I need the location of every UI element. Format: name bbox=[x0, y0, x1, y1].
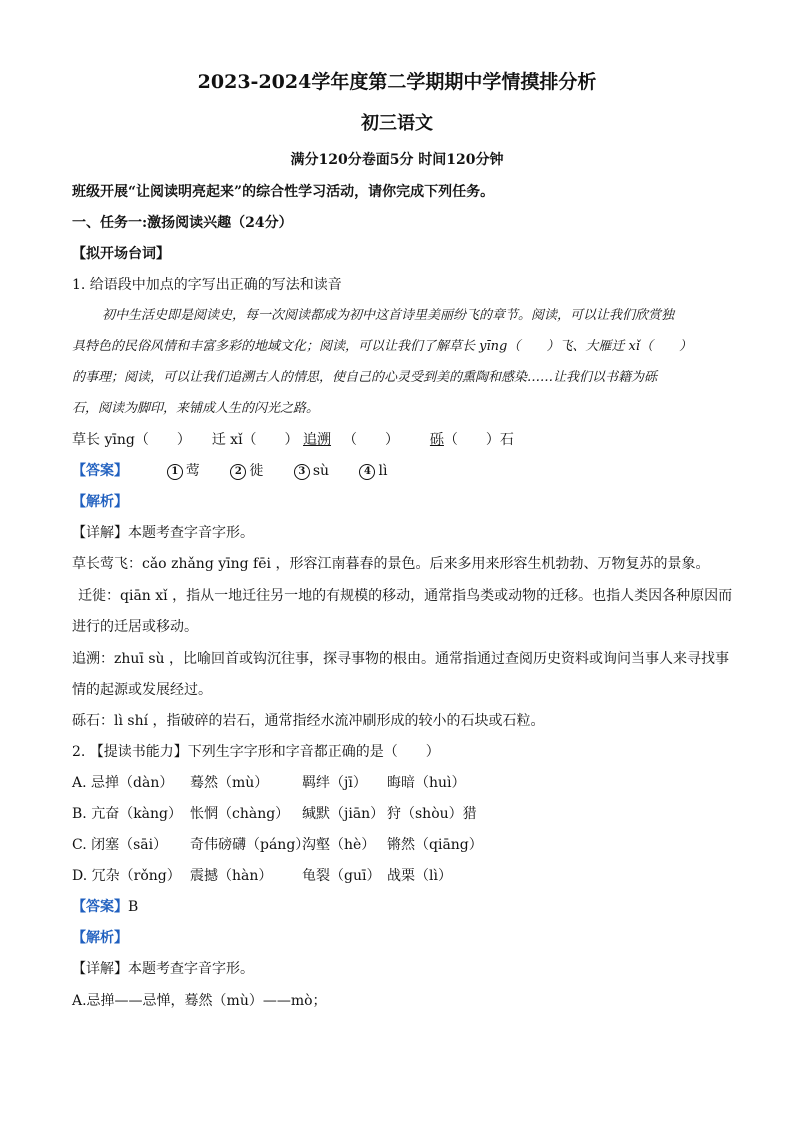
score-info: 满分120分卷面5分 时间120分钟 bbox=[290, 152, 504, 168]
answer-tag: 【答案】 bbox=[72, 463, 128, 479]
analysis-tag: 【解析】 bbox=[72, 494, 128, 510]
subject-title: 初三语文 bbox=[361, 113, 433, 134]
document-title: 2023-2024学年度第二学期期中学情摸排分析 bbox=[197, 71, 597, 93]
blank-2: 迁 xǐ（ ） bbox=[211, 432, 299, 448]
answer-tag: 【答案】 bbox=[72, 899, 128, 915]
explanation-line: 砾石：lì shí ，指破碎的岩石，通常指经水流冲刷形成的较小的石块或石粒。 bbox=[72, 713, 545, 729]
detail-line: 【详解】本题考查字音字形。 bbox=[72, 525, 254, 541]
intro-text: 班级开展“让阅读明亮起来”的综合性学习活动，请你完成下列任务。 bbox=[72, 184, 495, 200]
q2-answer-row bbox=[72, 898, 138, 916]
passage-line: 石，阅读为脚印，来铺成人生的闪光之路。 bbox=[72, 401, 320, 416]
blank-4-word: 砾 bbox=[429, 432, 444, 448]
analysis-tag: 【解析】 bbox=[72, 930, 128, 946]
option-row: A. 忌掸（dàn） 蓦然（mù） 羁绊（jī） 晦暗（huì） bbox=[72, 775, 466, 791]
answer-item: 2 徙 bbox=[230, 462, 263, 480]
section-heading: 一、任务一:激扬阅读兴趣（24分） bbox=[72, 215, 293, 231]
option-row: B. 亢奋（kàng） 怅惘（chàng） 缄默（jiān） 狩（shòu）猎 bbox=[72, 806, 477, 822]
q1-blanks bbox=[72, 431, 514, 449]
blank-3: （ ） bbox=[343, 432, 400, 448]
blank-3-word: 追溯 bbox=[303, 432, 332, 448]
passage-line: 的事理；阅读，可以让我们追溯古人的情思，使自己的心灵受到美的熏陶和感染……让我们以书籍为砾 bbox=[72, 370, 658, 385]
answer-number: 3 bbox=[294, 464, 310, 480]
option-row: C. 闭塞（sāi） 奇伟磅礴（páng）沟壑（hè） 锵然（qiāng） bbox=[72, 837, 483, 853]
q2-stem: 2. 【提读书能力】下列生字字形和字音都正确的是（ ） bbox=[72, 744, 440, 760]
answer-item: 1 莺 bbox=[167, 462, 200, 480]
explanation-line: 草长莺飞：cǎo zhǎng yīng fēi ，形容江南暮春的景色。后来多用来形容生机勃勃、万物复苏的景象。 bbox=[72, 556, 710, 572]
explanation-line: 迁徙：qiān xǐ ，指从一地迁往另一地的有规模的移动，通常指鸟类或动物的迁移。也指人类因各种原因而 bbox=[78, 588, 733, 604]
section-subheading: 【拟开场台词】 bbox=[72, 246, 170, 262]
answer-number: 4 bbox=[359, 464, 375, 480]
passage-line: 具特色的民俗风情和丰富多彩的地域文化；阅读，可以让我们了解草长 yīng（ ）飞、大雁迁 xǐ（ ） bbox=[72, 339, 692, 354]
answer-item: 3 sù bbox=[294, 462, 329, 480]
option-row: D. 冗杂（rǒng） 震撼（hàn） 龟裂（guī） 战栗（lì） bbox=[72, 868, 452, 884]
blank-4: （ ）石 bbox=[443, 432, 514, 448]
explanation-line: 情的起源或发展经过。 bbox=[72, 682, 212, 698]
explanation-line: A.忌掸——忌惮，蓦然（mù）——mò； bbox=[72, 993, 327, 1009]
answer-value: B bbox=[128, 899, 139, 915]
answer-number: 1 bbox=[167, 464, 183, 480]
detail-line: 【详解】本题考查字音字形。 bbox=[72, 961, 254, 977]
blank-1: 草长 yīng（ ） bbox=[72, 432, 191, 448]
answer-item: 4 lì bbox=[359, 462, 387, 480]
passage-line: 初中生活史即是阅读史，每一次阅读都成为初中这首诗里美丽纷飞的章节。阅读，可以让我们欣赏独 bbox=[102, 308, 675, 323]
q1-answer-row bbox=[72, 462, 413, 480]
q1-stem: 1. 给语段中加点的字写出正确的写法和读音 bbox=[72, 277, 342, 293]
explanation-line: 追溯：zhuī sù ，比喻回首或钩沉往事，探寻事物的根由。通常指通过查阅历史资料或询问当事人来寻找事 bbox=[72, 651, 729, 667]
explanation-line: 进行的迁居或移动。 bbox=[72, 619, 198, 635]
answer-number: 2 bbox=[230, 464, 246, 480]
